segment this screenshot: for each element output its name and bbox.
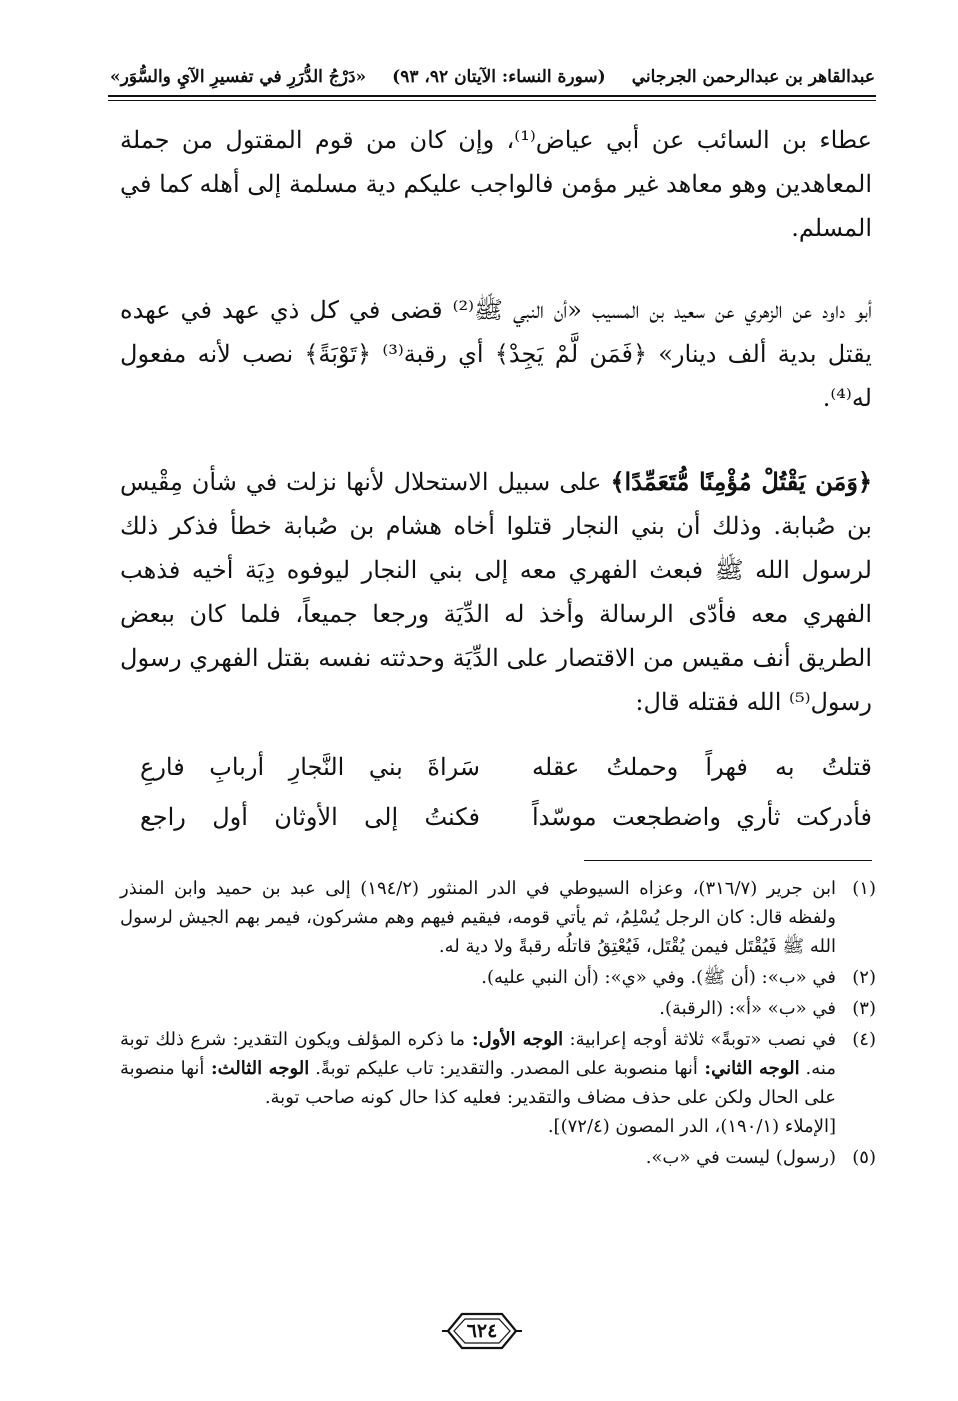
- footnote-segment: أنها منصوبة على المصدر. والتقدير: تاب عليكم توبةً.: [309, 1058, 698, 1079]
- header-author: عبدالقاهر بن عبدالرحمن الجرجاني: [631, 67, 875, 87]
- poem-hemistich-first: فأدركت ثأري واضطجعت موسّداً: [532, 803, 872, 831]
- quran-ayah: ﴿وَمَن يَقْتُلْ مُؤْمِنًا مُّتَعَمِّدًا﴾: [610, 467, 872, 496]
- header-rule: [108, 95, 876, 97]
- footnote-number: (٥): [852, 1147, 876, 1168]
- footnote-segment: أنها منصوبة على الحال ولكن على حذف مضاف والتقدير: فعليه كذا حال كونه صاحب توبة.: [120, 1058, 836, 1108]
- footnote-text: في «ب»: (أن ﷺ). وفي «ي»: (أن النبي عليه).: [481, 967, 836, 988]
- poem-verse: [140, 742, 872, 792]
- footnote: [120, 1025, 876, 1141]
- footnote-text: (رسول) ليست في «ب».: [645, 1147, 836, 1168]
- footnote: [120, 994, 876, 1023]
- footnote: [120, 874, 876, 961]
- footnote-bold-label: الوجه الأول:: [465, 1029, 564, 1050]
- footnote-reference: [الإملاء (١٩٠/١)، الدر المصون (٧٢/٤)].: [547, 1116, 836, 1137]
- page-header: [110, 60, 875, 94]
- page-number-ornament: [442, 1306, 522, 1356]
- footnote-number: (٤): [852, 1029, 876, 1050]
- footnote-segment: ما ذكره المؤلف ويكون التقدير: شرع ذلك توبة منه.: [120, 1029, 837, 1079]
- footnote: [120, 963, 876, 992]
- paragraph-1: عطاء بن السائب عن أبي عياض⁽¹⁾، وإن كان من قوم المقتول من جملة المعاهدين وهو معاهد غير مؤمن فالواجب عليكم دية مسلمة إلى أهله كما في المسلم.: [120, 126, 873, 242]
- footnote-number: (٢): [852, 967, 876, 988]
- footnote-bold-label: الوجه الثاني:: [697, 1058, 800, 1079]
- footnote-intro: في نصب «توبةً» ثلاثة أوجه إعرابية:: [563, 1029, 837, 1050]
- footnotes: [120, 874, 876, 1174]
- poem-hemistich-second: فكنتُ إلى الأوثان أول راجع: [140, 803, 480, 831]
- poem-hemistich-second: سَراةَ بني النَّجارِ أربابِ فارعِ: [140, 753, 480, 781]
- footnote-number: (١): [852, 878, 876, 899]
- poem: [140, 742, 872, 842]
- paragraph-3-text: على سبيل الاستحلال لأنها نزلت في شأن مِقْيس بن صُبابة. وذلك أن بني النجار قتلوا أخاه هشام بن صُبابة خطأ فذكر ذلك لرسول الله ﷺ فبعث الفهري معه إلى بني النجار ليوفوه دِيَة أخيه فذهب الفهري معه فأدّى الرسالة وأخذ له الدِّيَة ورجعا جميعاً، فلما كان ببعض الطريق أنف مقيس من الاقتصار على الدِّيَة وحدثته نفسه بقتل الفهري رسول رسول⁽⁵⁾ الله فقتله قال:: [120, 468, 873, 716]
- footnote-number: (٣): [852, 998, 876, 1019]
- footnote-text: [120, 1025, 836, 1141]
- page-number: ٦٢٤: [466, 1320, 498, 1342]
- header-book-title: «دَرْجُ الدُّرَرِ في تفسيرِ الآيِ والسُّوَر»: [110, 67, 367, 87]
- poem-hemistich-first: قتلتُ به فهراً وحملتُ عقله: [532, 753, 872, 781]
- footnote-text: في «ب» «أ»: (الرقبة).: [659, 998, 836, 1019]
- poem-verse: [140, 792, 872, 842]
- paragraph-2: أبو داود عن الزهري عن سعيد بن المسيب «أن النبي ﷺ⁽²⁾ قضى في كل ذي عهد في عهده يقتل بدية ألف دينار» ﴿فَمَن لَّمْ يَجِدْ﴾ أي رقبة⁽³⁾ ﴿تَوْبَةً﴾ نصب لأنه مفعول له⁽⁴⁾.: [120, 296, 872, 412]
- footnote: [120, 1143, 876, 1172]
- footnote-separator: [584, 860, 872, 861]
- header-rule-thin: [108, 100, 876, 101]
- footnote-text: ابن جرير (٣١٦/٧)، وعزاه السيوطي في الدر المنثور (١٩٤/٢) إلى عبد بن حميد وابن المنذر ولفظه قال: كان الرجل يُسْلِمُ، ثم يأتي قومه، فيقيم فيهم وهم مشركون، فيمر بهم الجيش لرسول الله ﷺ فَيُقْتَل فيمن يُقْتَل، فَيُعْتِقُ قاتلُه رقبةً ولا دية له.: [120, 878, 836, 957]
- paragraph-3: [120, 460, 872, 724]
- header-surah: (سورة النساء: الآيتان ٩٢، ٩٣): [392, 67, 606, 87]
- footnote-bold-label: الوجه الثالث:: [204, 1058, 310, 1079]
